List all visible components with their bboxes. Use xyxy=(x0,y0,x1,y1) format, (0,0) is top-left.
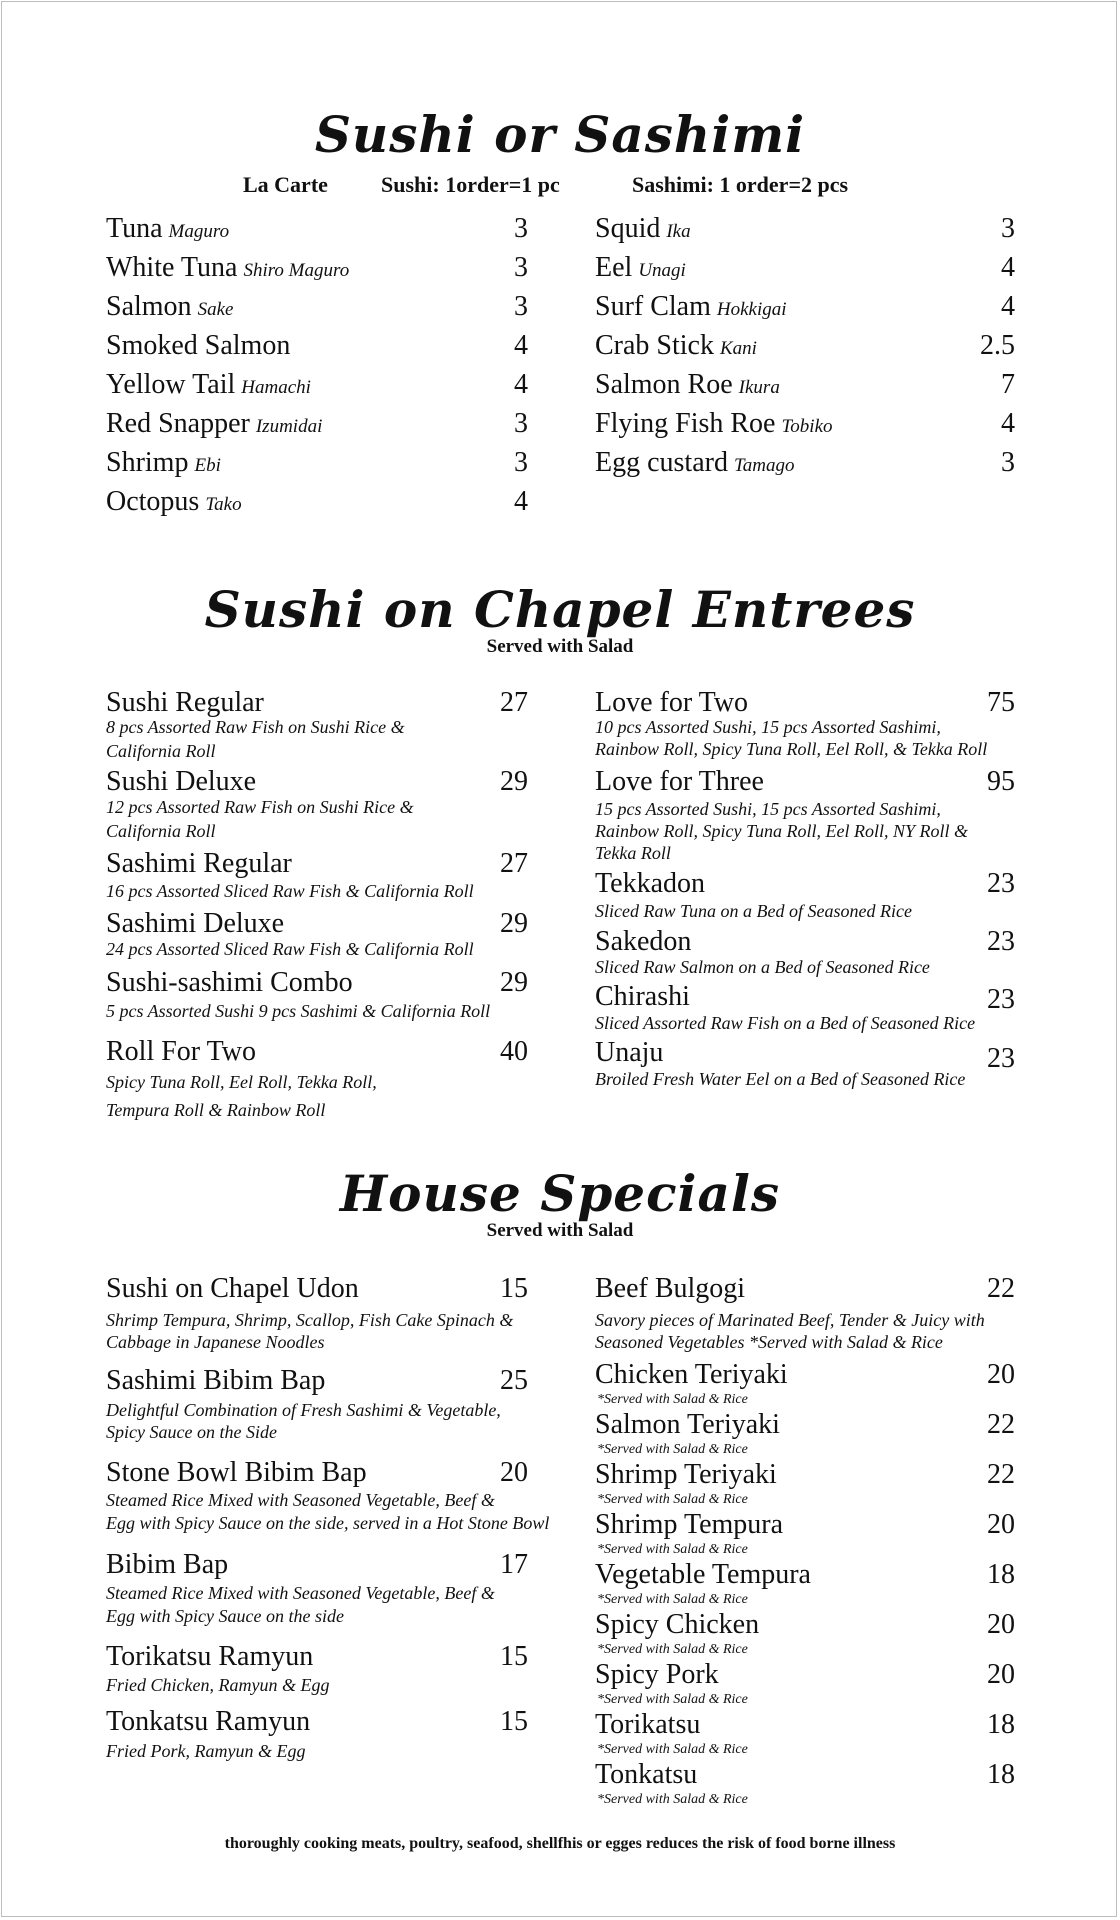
item-price: 29 xyxy=(500,766,528,797)
sashimi-order-note: Sashimi: 1 order=2 pcs xyxy=(632,172,849,197)
item-description: Spicy Tuna Roll, Eel Roll, Tekka Roll, xyxy=(106,1072,377,1092)
sushi-order-note: Sushi: 1order=1 pc xyxy=(381,172,560,197)
item-name: Spicy Pork xyxy=(595,1659,719,1690)
item-description: 12 pcs Assorted Raw Fish on Sushi Rice & xyxy=(106,797,414,817)
item-name: Sakedon xyxy=(595,926,692,957)
item-name: Squid xyxy=(595,213,661,244)
menu-item xyxy=(106,369,311,401)
item-name: Sashimi Bibim Bap xyxy=(106,1365,326,1396)
item-name: Salmon Teriyaki xyxy=(595,1409,780,1440)
item-name: Love for Three xyxy=(595,766,764,797)
item-price: 3 xyxy=(1001,447,1015,478)
menu-item xyxy=(106,408,322,440)
item-price: 22 xyxy=(987,1273,1015,1304)
item-description: Egg with Spicy Sauce on the side, served in a Hot Stone Bowl xyxy=(106,1513,550,1533)
item-name: Sushi Regular xyxy=(106,687,264,718)
section-title-entrees: Sushi on Chapel Entrees xyxy=(204,580,916,639)
la-carte-label: La Carte xyxy=(243,172,328,197)
item-japanese-name: Unagi xyxy=(638,260,686,281)
item-price: 3 xyxy=(514,252,528,283)
item-name: Roll For Two xyxy=(106,1036,256,1067)
item-description: Egg with Spicy Sauce on the side xyxy=(106,1606,344,1626)
item-note: *Served with Salad & Rice xyxy=(597,1542,748,1557)
item-price: 3 xyxy=(514,291,528,322)
menu-item xyxy=(106,486,242,518)
item-price: 18 xyxy=(987,1709,1015,1740)
item-description: Spicy Sauce on the Side xyxy=(106,1422,277,1442)
item-name: Sashimi Deluxe xyxy=(106,908,285,939)
item-note: *Served with Salad & Rice xyxy=(597,1592,748,1607)
item-price: 3 xyxy=(514,447,528,478)
menu-item xyxy=(595,291,787,323)
item-price: 4 xyxy=(514,486,528,517)
item-name: Torikatsu xyxy=(595,1709,701,1740)
menu-item xyxy=(595,408,833,440)
item-price: 15 xyxy=(500,1641,528,1672)
item-name: Beef Bulgogi xyxy=(595,1273,746,1304)
item-description: Tempura Roll & Rainbow Roll xyxy=(106,1100,326,1120)
item-japanese-name: Hokkigai xyxy=(716,299,787,320)
item-japanese-name: Sake xyxy=(197,299,234,320)
item-description: California Roll xyxy=(106,821,216,841)
item-name: Unaju xyxy=(595,1037,664,1068)
item-price: 29 xyxy=(500,908,528,939)
item-price: 95 xyxy=(987,766,1015,797)
item-name: Tonkatsu Ramyun xyxy=(106,1706,311,1737)
item-description: 5 pcs Assorted Sushi 9 pcs Sashimi & California Roll xyxy=(106,1001,491,1021)
item-description: Broiled Fresh Water Eel on a Bed of Seasoned Rice xyxy=(595,1069,966,1089)
item-name: Crab Stick xyxy=(595,330,714,361)
item-description: Savory pieces of Marinated Beef, Tender & Juicy with xyxy=(595,1310,985,1330)
menu-item xyxy=(595,330,757,362)
menu-item xyxy=(106,291,233,323)
item-japanese-name: Izumidai xyxy=(255,416,323,437)
item-name: Shrimp xyxy=(106,447,189,478)
item-note: *Served with Salad & Rice xyxy=(597,1492,748,1507)
menu-item xyxy=(595,447,795,479)
item-description: Fried Chicken, Ramyun & Egg xyxy=(106,1675,330,1695)
item-name: Sushi-sashimi Combo xyxy=(106,967,353,998)
item-price: 4 xyxy=(1001,252,1015,283)
item-price: 4 xyxy=(514,369,528,400)
item-description: Steamed Rice Mixed with Seasoned Vegetable, Beef & xyxy=(106,1583,495,1603)
section-title-specials: House Specials xyxy=(339,1164,781,1223)
item-price: 4 xyxy=(1001,408,1015,439)
item-name: White Tuna xyxy=(106,252,238,283)
item-price: 18 xyxy=(987,1759,1015,1790)
item-japanese-name: Tako xyxy=(205,494,242,515)
item-name: Sushi on Chapel Udon xyxy=(106,1273,359,1304)
item-name: Shrimp Teriyaki xyxy=(595,1459,777,1490)
item-description: Delightful Combination of Fresh Sashimi & Vegetable, xyxy=(106,1400,501,1420)
item-price: 23 xyxy=(987,926,1015,957)
item-japanese-name: Ebi xyxy=(194,455,221,476)
item-japanese-name: Tamago xyxy=(733,455,795,476)
item-description: 10 pcs Assorted Sushi, 15 pcs Assorted Sashimi, xyxy=(595,717,941,737)
item-description: Shrimp Tempura, Shrimp, Scallop, Fish Cake Spinach & xyxy=(106,1310,514,1330)
item-name: Vegetable Tempura xyxy=(595,1559,811,1590)
item-name: Bibim Bap xyxy=(106,1549,229,1580)
item-description: Steamed Rice Mixed with Seasoned Vegetable, Beef & xyxy=(106,1490,495,1510)
item-japanese-name: Tobiko xyxy=(781,416,833,437)
item-price: 20 xyxy=(987,1509,1015,1540)
item-price: 22 xyxy=(987,1459,1015,1490)
item-price: 75 xyxy=(987,687,1015,718)
menu-item xyxy=(106,330,290,362)
item-price: 20 xyxy=(987,1659,1015,1690)
item-name: Sashimi Regular xyxy=(106,848,292,879)
item-price: 2.5 xyxy=(980,330,1015,361)
item-note: *Served with Salad & Rice xyxy=(597,1442,748,1457)
item-japanese-name: Maguro xyxy=(168,221,230,242)
item-price: 20 xyxy=(987,1609,1015,1640)
menu-item xyxy=(595,213,691,245)
menu-item xyxy=(595,369,780,401)
item-description: Fried Pork, Ramyun & Egg xyxy=(106,1741,306,1761)
item-price: 20 xyxy=(500,1457,528,1488)
item-name: Surf Clam xyxy=(595,291,711,322)
item-japanese-name: Kani xyxy=(720,338,757,359)
item-name: Tekkadon xyxy=(595,868,706,899)
item-name: Stone Bowl Bibim Bap xyxy=(106,1457,367,1488)
item-name: Red Snapper xyxy=(106,408,250,439)
item-price: 17 xyxy=(500,1549,528,1580)
item-name: Sushi Deluxe xyxy=(106,766,257,797)
item-japanese-name: Shiro Maguro xyxy=(243,260,350,281)
section-title-sushi-sashimi: Sushi or Sashimi xyxy=(314,105,806,164)
item-price: 27 xyxy=(500,848,528,879)
item-name: Eel xyxy=(595,252,633,283)
item-price: 27 xyxy=(500,687,528,718)
item-name: Torikatsu Ramyun xyxy=(106,1641,314,1672)
item-note: *Served with Salad & Rice xyxy=(597,1792,748,1807)
item-description: Cabbage in Japanese Noodles xyxy=(106,1332,325,1352)
item-name: Yellow Tail xyxy=(106,369,236,400)
item-name: Tonkatsu xyxy=(595,1759,698,1790)
item-description: Rainbow Roll, Spicy Tuna Roll, Eel Roll, NY Roll & xyxy=(595,821,968,841)
item-japanese-name: Ika xyxy=(666,221,691,242)
item-name: Salmon Roe xyxy=(595,369,733,400)
section-subtitle-entrees: Served with Salad xyxy=(486,636,634,657)
item-price: 7 xyxy=(1001,369,1015,400)
item-description: Tekka Roll xyxy=(595,843,671,863)
item-price: 23 xyxy=(987,868,1015,899)
item-name: Octopus xyxy=(106,486,200,517)
item-price: 22 xyxy=(987,1409,1015,1440)
item-price: 29 xyxy=(500,967,528,998)
item-note: *Served with Salad & Rice xyxy=(597,1642,748,1657)
item-name: Tuna xyxy=(106,213,163,244)
item-description: Sliced Assorted Raw Fish on a Bed of Seasoned Rice xyxy=(595,1013,976,1033)
item-description: 15 pcs Assorted Sushi, 15 pcs Assorted Sashimi, xyxy=(595,799,941,819)
item-description: Rainbow Roll, Spicy Tuna Roll, Eel Roll, & Tekka Roll xyxy=(595,739,988,759)
menu-item xyxy=(106,447,221,479)
item-price: 3 xyxy=(514,213,528,244)
item-description: Seasoned Vegetables *Served with Salad & Rice xyxy=(595,1332,943,1352)
item-price: 4 xyxy=(514,330,528,361)
item-price: 15 xyxy=(500,1706,528,1737)
item-price: 3 xyxy=(1001,213,1015,244)
item-name: Chirashi xyxy=(595,981,690,1012)
menu-item xyxy=(595,252,686,284)
item-description: California Roll xyxy=(106,741,216,761)
item-name: Shrimp Tempura xyxy=(595,1509,784,1540)
item-japanese-name: Hamachi xyxy=(241,377,311,398)
item-price: 3 xyxy=(514,408,528,439)
food-safety-notice: thoroughly cooking meats, poultry, seafood, shellfhis or egges reduces the risk of food borne illness xyxy=(224,1835,896,1852)
item-name: Spicy Chicken xyxy=(595,1609,760,1640)
item-price: 18 xyxy=(987,1559,1015,1590)
item-note: *Served with Salad & Rice xyxy=(597,1392,748,1407)
item-price: 20 xyxy=(987,1359,1015,1390)
item-note: *Served with Salad & Rice xyxy=(597,1742,748,1757)
menu-item xyxy=(106,252,349,284)
item-name: Love for Two xyxy=(595,687,749,718)
item-price: 23 xyxy=(987,1043,1015,1074)
item-price: 25 xyxy=(500,1365,528,1396)
item-price: 4 xyxy=(1001,291,1015,322)
item-japanese-name: Ikura xyxy=(738,377,780,398)
item-name: Egg custard xyxy=(595,447,728,478)
menu-item xyxy=(106,213,229,245)
item-name: Flying Fish Roe xyxy=(595,408,776,439)
item-description: 16 pcs Assorted Sliced Raw Fish & California Roll xyxy=(106,881,474,901)
item-description: Sliced Raw Tuna on a Bed of Seasoned Rice xyxy=(595,901,912,921)
item-price: 15 xyxy=(500,1273,528,1304)
item-name: Salmon xyxy=(106,291,192,322)
item-price: 40 xyxy=(500,1036,528,1067)
item-description: Sliced Raw Salmon on a Bed of Seasoned Rice xyxy=(595,957,930,977)
section-subtitle-specials: Served with Salad xyxy=(486,1220,634,1241)
item-note: *Served with Salad & Rice xyxy=(597,1692,748,1707)
item-name: Smoked Salmon xyxy=(106,330,291,361)
item-description: 8 pcs Assorted Raw Fish on Sushi Rice & xyxy=(106,717,405,737)
item-price: 23 xyxy=(987,984,1015,1015)
item-name: Chicken Teriyaki xyxy=(595,1359,788,1390)
item-description: 24 pcs Assorted Sliced Raw Fish & California Roll xyxy=(106,939,474,959)
